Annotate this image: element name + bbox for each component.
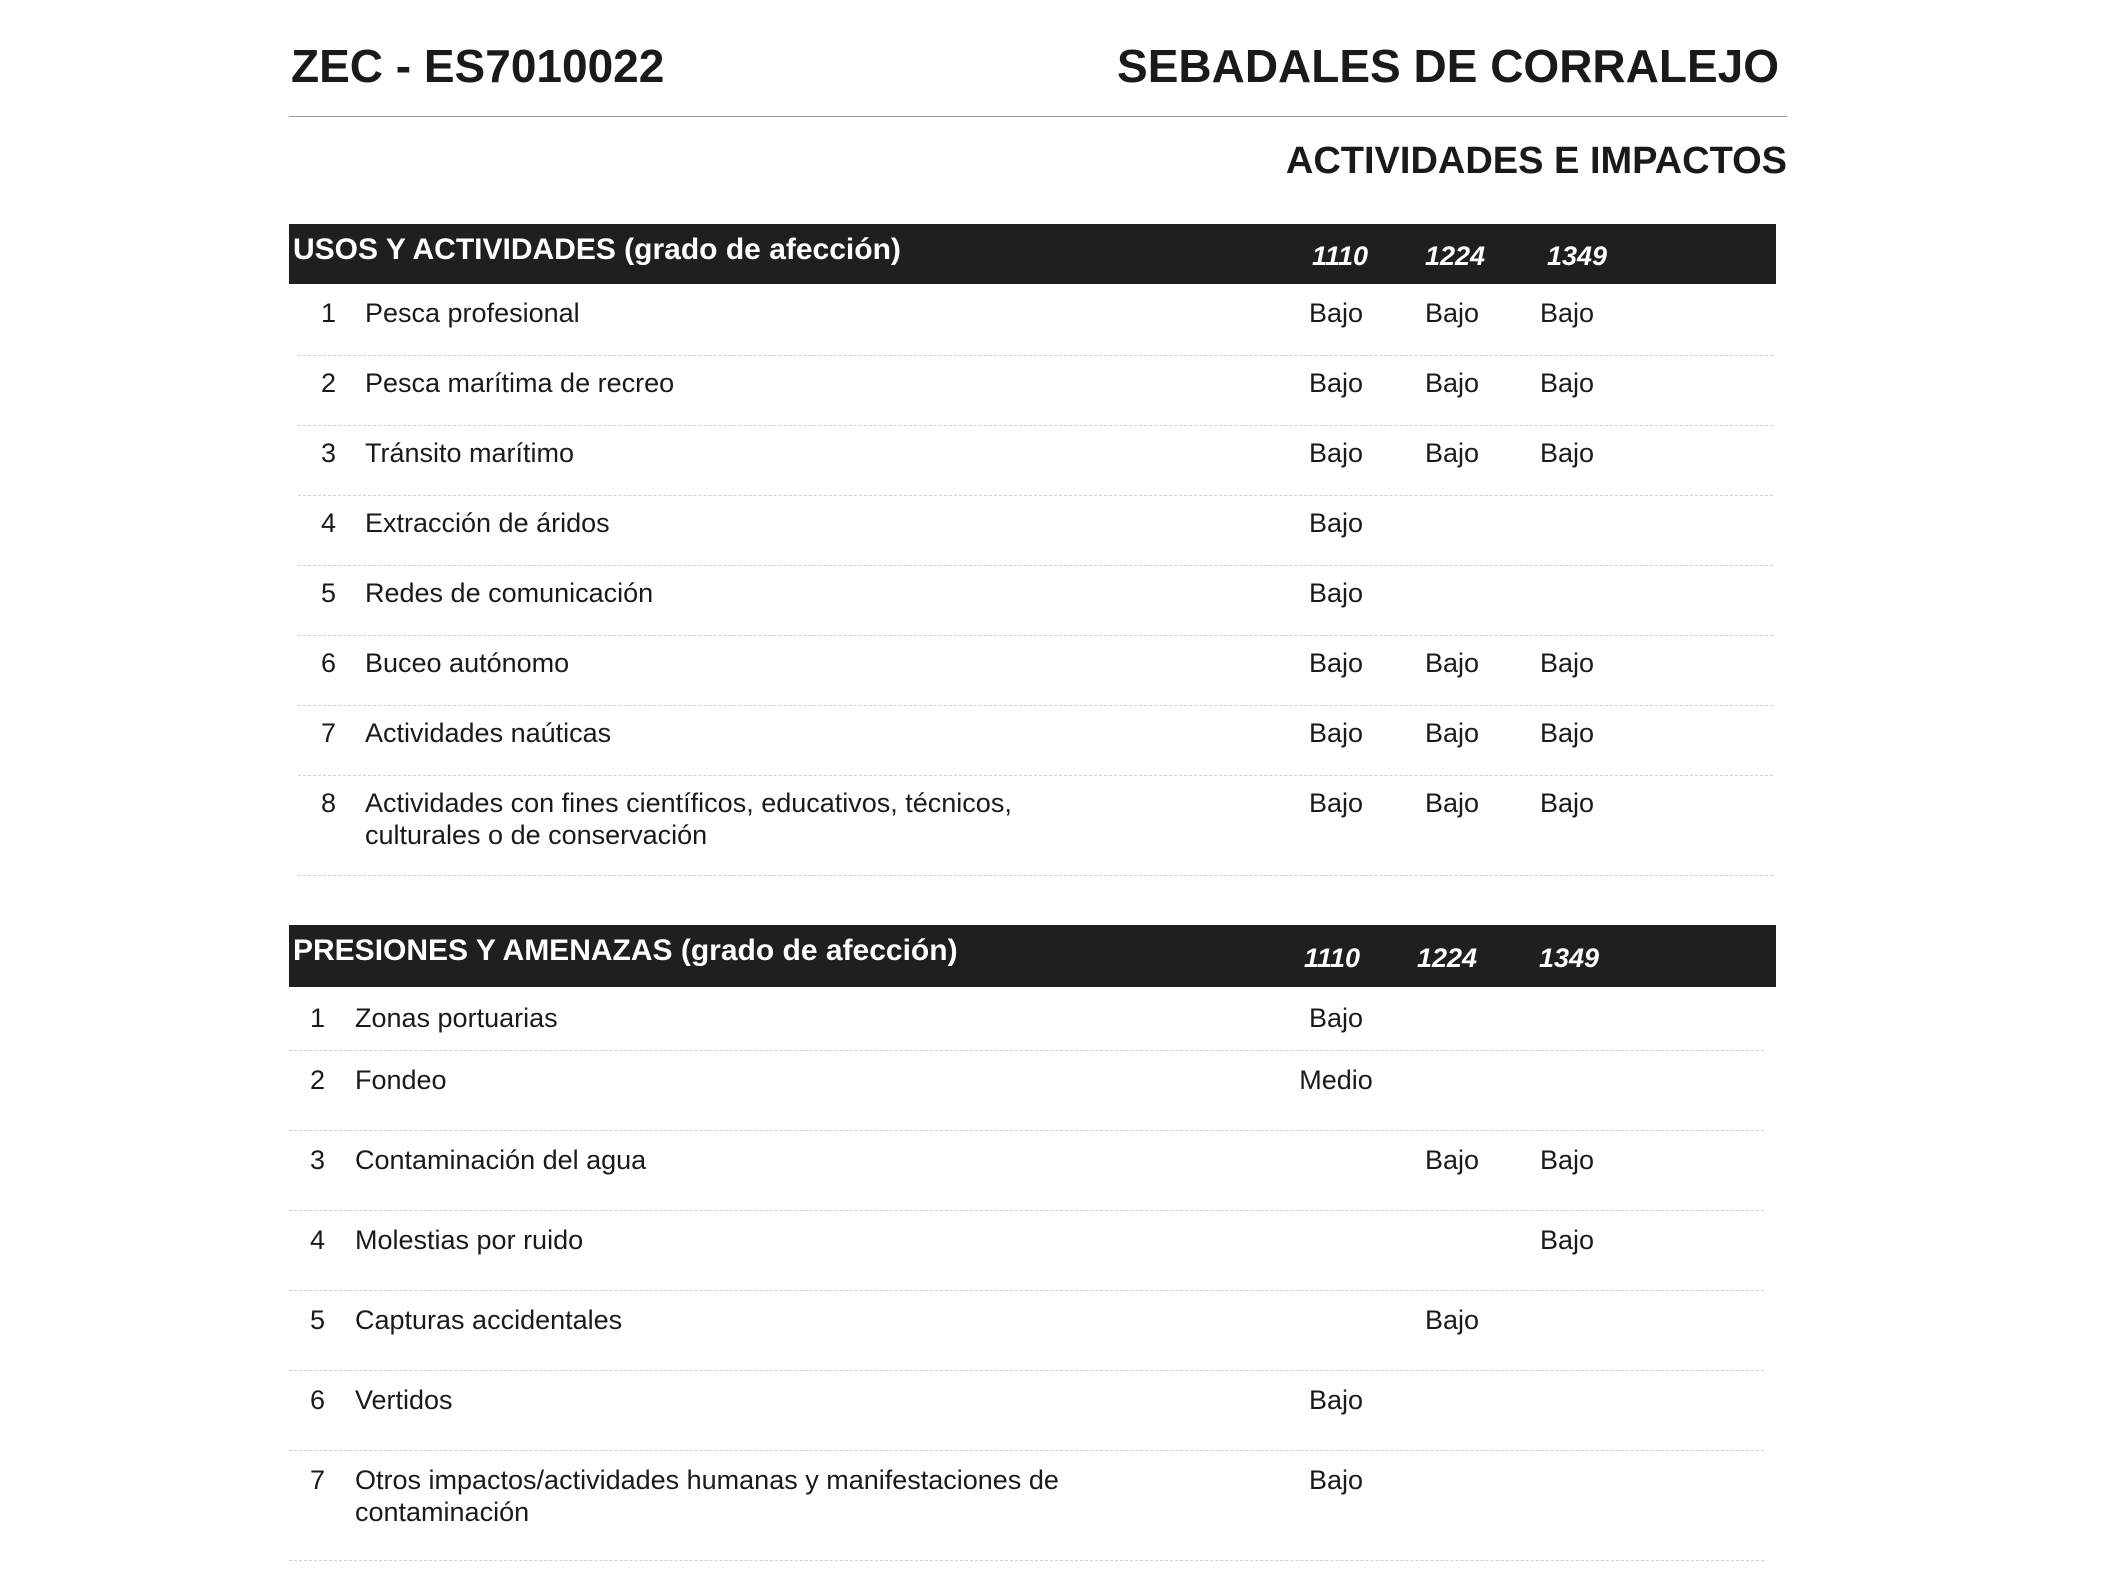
site-code: ZEC - ES7010022 xyxy=(291,40,665,92)
impact-value-1110: Bajo xyxy=(1308,1003,1364,1033)
usos-column-header-1224: 1224 xyxy=(1424,241,1486,271)
impact-value-1224: Bajo xyxy=(1424,1145,1480,1175)
impact-value-1224: Bajo xyxy=(1424,368,1480,398)
row-number: 2 xyxy=(320,368,336,398)
row-label: Tránsito marítimo xyxy=(365,438,575,468)
row-number: 3 xyxy=(309,1145,325,1175)
row-label: Otros impactos/actividades humanas y manifestaciones de contaminación xyxy=(355,1465,1059,1527)
impact-value-1349: Bajo xyxy=(1539,788,1595,818)
row-number: 7 xyxy=(320,718,336,748)
row-label: Actividades naúticas xyxy=(365,718,612,748)
row-number: 5 xyxy=(309,1305,325,1335)
section-title: ACTIVIDADES E IMPACTOS xyxy=(1285,140,1787,182)
impact-value-1110: Medio xyxy=(1299,1065,1373,1095)
row-number: 8 xyxy=(320,788,336,818)
usos-column-header-1110: 1110 xyxy=(1311,241,1369,271)
row-label: Buceo autónomo xyxy=(365,648,570,678)
impact-value-1224: Bajo xyxy=(1424,718,1480,748)
row-number: 3 xyxy=(320,438,336,468)
usos-header-band xyxy=(289,224,1776,284)
row-label: Pesca marítima de recreo xyxy=(365,368,675,398)
page-header xyxy=(289,40,1787,117)
impact-value-1349: Bajo xyxy=(1539,1225,1595,1255)
row-number: 1 xyxy=(320,298,336,328)
row-number: 7 xyxy=(309,1465,325,1495)
row-number: 6 xyxy=(320,648,336,678)
impact-value-1349: Bajo xyxy=(1539,1145,1595,1175)
impact-value-1110: Bajo xyxy=(1308,1465,1364,1495)
impact-value-1224: Bajo xyxy=(1424,298,1480,328)
row-label: Redes de comunicación xyxy=(365,578,654,608)
row-label: Zonas portuarias xyxy=(355,1003,558,1033)
impact-value-1110: Bajo xyxy=(1308,298,1364,328)
impact-value-1224: Bajo xyxy=(1424,1305,1480,1335)
presiones-header-band xyxy=(289,925,1776,987)
row-number: 1 xyxy=(309,1003,325,1033)
impact-value-1110: Bajo xyxy=(1308,788,1364,818)
impact-value-1349: Bajo xyxy=(1539,298,1595,328)
impact-value-1110: Bajo xyxy=(1308,508,1364,538)
impact-value-1110: Bajo xyxy=(1308,1385,1364,1415)
impact-value-1224: Bajo xyxy=(1424,648,1480,678)
row-number: 4 xyxy=(320,508,336,538)
impact-value-1349: Bajo xyxy=(1539,718,1595,748)
usos-column-header-1349: 1349 xyxy=(1546,241,1608,271)
presiones-column-header-1110: 1110 xyxy=(1303,943,1361,973)
usos-section-heading: USOS Y ACTIVIDADES (grado de afección) xyxy=(293,233,901,266)
impact-value-1349: Bajo xyxy=(1539,368,1595,398)
row-label: Pesca profesional xyxy=(365,298,580,328)
impact-value-1110: Bajo xyxy=(1308,438,1364,468)
impact-value-1110: Bajo xyxy=(1308,368,1364,398)
row-label: Capturas accidentales xyxy=(355,1305,623,1335)
presiones-section-heading: PRESIONES Y AMENAZAS (grado de afección) xyxy=(293,934,958,967)
row-number: 5 xyxy=(320,578,336,608)
impact-value-1110: Bajo xyxy=(1308,648,1364,678)
row-number: 2 xyxy=(309,1065,325,1095)
row-label: Actividades con fines científicos, educativos, técnicos, culturales o de conservación xyxy=(365,788,1012,850)
site-name: SEBADALES DE CORRALEJO xyxy=(1117,40,1779,92)
row-number: 6 xyxy=(309,1385,325,1415)
presiones-column-header-1224: 1224 xyxy=(1416,943,1478,973)
row-label: Extracción de áridos xyxy=(365,508,610,538)
row-label: Fondeo xyxy=(355,1065,447,1095)
row-label: Vertidos xyxy=(355,1385,453,1415)
impact-value-1224: Bajo xyxy=(1424,788,1480,818)
impact-value-1224: Bajo xyxy=(1424,438,1480,468)
row-number: 4 xyxy=(309,1225,325,1255)
presiones-column-header-1349: 1349 xyxy=(1538,943,1600,973)
row-label: Molestias por ruido xyxy=(355,1225,584,1255)
impact-value-1110: Bajo xyxy=(1308,578,1364,608)
row-label: Contaminación del agua xyxy=(355,1145,647,1175)
impact-value-1110: Bajo xyxy=(1308,718,1364,748)
impact-value-1349: Bajo xyxy=(1539,438,1595,468)
impact-value-1349: Bajo xyxy=(1539,648,1595,678)
